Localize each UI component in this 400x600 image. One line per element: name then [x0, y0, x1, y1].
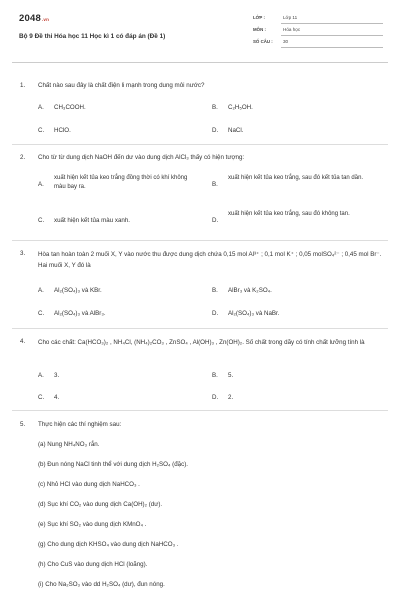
option-a[interactable]: xuất hiện kết tủa keo trắng đồng thời có khí không màu bay ra. — [54, 175, 188, 190]
option-letter: B. — [212, 372, 218, 379]
option-letter: C. — [38, 217, 45, 224]
option-letter: D. — [212, 127, 219, 134]
meta-row-class — [253, 12, 383, 24]
option-d[interactable]: Al₂(SO₄)₃ và NaBr. — [228, 310, 280, 317]
experiment-item: (i) Cho Na₂SO₃ vào dd H₂SO₄ (dư), đun nóng. — [38, 581, 165, 588]
option-c[interactable]: xuất hiện kết tủa màu xanh. — [54, 217, 131, 224]
option-letter: A. — [38, 287, 44, 294]
question-text: Thực hiện các thí nghiệm sau: — [38, 421, 122, 428]
question-divider — [12, 240, 388, 241]
experiment-item: (b) Đun nóng NaCl tinh thể với dung dịch H₂SO₄ (đặc). — [38, 461, 188, 468]
option-letter: B. — [212, 104, 218, 111]
question-number: 2. — [20, 154, 26, 161]
question-text: Cho các chất: Ca(HCO₃)₂ , NH₄Cl, (NH₄)₂CO₃ , ZnSO₄ , Al(OH)₃ , Zn(OH)₂. Số chất trong dãy có tính chất lưỡng tính là — [38, 339, 365, 346]
header — [0, 0, 400, 72]
meta-row-count — [253, 36, 383, 48]
option-b[interactable]: C₂H₅OH. — [228, 104, 253, 111]
option-letter: D. — [212, 394, 219, 401]
option-letter: D. — [212, 310, 219, 317]
meta-label: MÔN : — [253, 27, 266, 32]
option-c[interactable]: 4. — [54, 394, 60, 401]
option-b[interactable]: xuất hiện kết tủa keo trắng, sau đó kết tủa tan dần. — [228, 175, 364, 181]
header-divider — [12, 62, 388, 63]
option-b[interactable]: 5. — [228, 372, 234, 379]
document-title: Bộ 9 Đề thi Hóa học 11 Học kì 1 có đáp án (Đề 1) — [19, 33, 166, 40]
question-number: 3. — [20, 250, 26, 257]
option-a[interactable]: Al₂(SO₄)₃ và KBr. — [54, 287, 102, 294]
meta-label: LỚP : — [253, 15, 265, 20]
option-d[interactable]: xuất hiện kết tủa keo trắng, sau đó không tan. — [228, 211, 350, 217]
option-letter: C. — [38, 394, 45, 401]
experiment-item: (a) Nung NH₄NO₃ rắn. — [38, 441, 100, 448]
option-c[interactable]: HClO. — [54, 127, 71, 134]
question-number: 4. — [20, 338, 26, 345]
option-d[interactable]: 2. — [228, 394, 234, 401]
experiment-item: (e) Sục khí SO₂ vào dung dịch KMnO₄ . — [38, 521, 147, 528]
option-letter: A. — [38, 372, 44, 379]
experiment-item: (d) Sục khí CO₂ vào dung dịch Ca(OH)₂ (dư). — [38, 501, 163, 508]
option-letter: C. — [38, 127, 45, 134]
question-number: 5. — [20, 421, 26, 428]
experiment-item: (g) Cho dung dịch KHSO₄ vào dung dịch NaHCO₃ . — [38, 541, 179, 548]
question-text: Hòa tan hoàn toàn 2 muối X, Y vào nước thu được dung dịch chứa 0,15 mol Al³⁺ ; 0,1 mol K⁺ ; 0,05 molSO₄²⁻ ; 0,45 mol Br⁻. Hai muối X, Y đó là — [38, 251, 382, 269]
meta-value: Hóa học — [283, 27, 301, 32]
experiment-item: (h) Cho CuS vào dung dịch HCl (loãng). — [38, 561, 148, 568]
option-letter: A. — [38, 104, 44, 111]
option-letter: A. — [38, 181, 44, 188]
question-divider — [12, 144, 388, 145]
question-text: Cho từ từ dung dịch NaOH đến dư vào dung dịch AlCl₃ thấy có hiện tượng: — [38, 154, 245, 161]
meta-info — [253, 12, 383, 48]
option-c[interactable]: Al₂(SO₄)₃ và AlBr₃. — [54, 310, 106, 317]
option-letter: D. — [212, 217, 219, 224]
meta-value: Lớp 11 — [283, 15, 298, 20]
option-letter: B. — [212, 181, 218, 188]
option-a[interactable]: CH₃COOH. — [54, 104, 86, 111]
logo-sub: .vn — [41, 17, 50, 22]
meta-label: SỐ CÂU : — [253, 39, 273, 44]
logo-main: 2048 — [19, 13, 41, 24]
option-letter: C. — [38, 310, 45, 317]
meta-value: 30 — [283, 39, 289, 44]
question-divider — [12, 328, 388, 329]
option-a[interactable]: 3. — [54, 372, 60, 379]
option-d[interactable]: NaCl. — [228, 127, 244, 134]
site-logo[interactable] — [19, 13, 49, 25]
question-number: 1. — [20, 82, 26, 89]
question-divider — [12, 410, 388, 411]
option-b[interactable]: AlBr₃ và K₂SO₄. — [228, 287, 272, 294]
experiment-item: (c) Nhỏ HCl vào dung dịch NaHCO₃ . — [38, 481, 140, 488]
meta-row-subject — [253, 24, 383, 36]
meta-underline — [281, 47, 383, 48]
question-text: Chất nào sau đây là chất điện li mạnh trong dung môi nước? — [38, 82, 205, 89]
option-letter: B. — [212, 287, 218, 294]
